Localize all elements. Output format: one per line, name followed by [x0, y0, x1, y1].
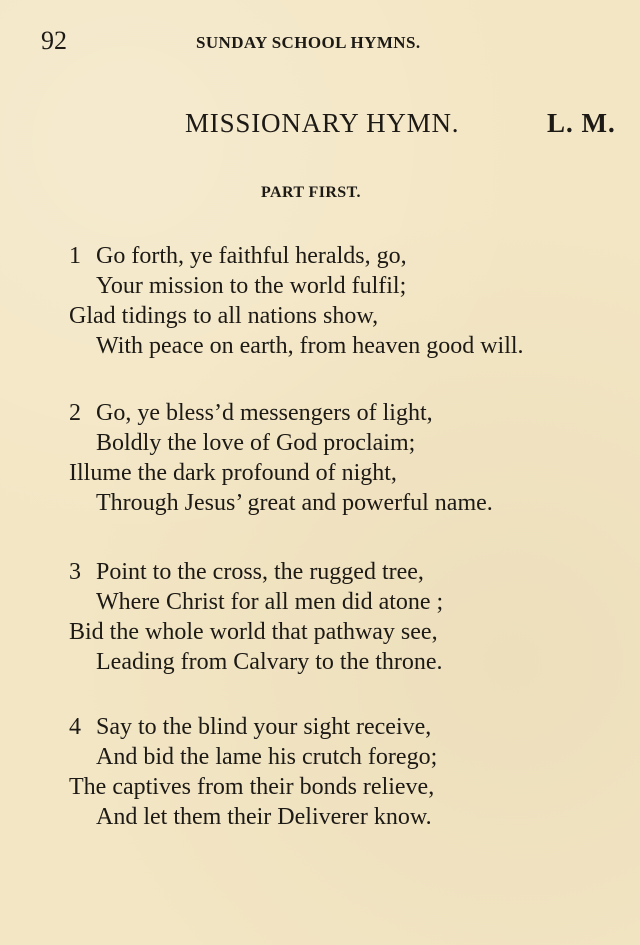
stanza-line-text: Go, ye bless’d messengers of light,	[96, 400, 433, 426]
stanza-4	[69, 712, 629, 832]
stanza-line: And let them their Deliverer know.	[96, 804, 432, 830]
stanza-line: Boldly the love of God proclaim;	[96, 430, 416, 456]
stanza-line: Illume the dark profound of night,	[69, 460, 397, 486]
stanza-line: The captives from their bonds relieve,	[69, 774, 435, 800]
stanza-line	[69, 712, 629, 742]
hymn-title: MISSIONARY HYMN.	[185, 108, 460, 138]
stanza-line: Where Christ for all men did atone ;	[96, 589, 444, 615]
stanza-number: 2	[69, 400, 81, 426]
stanza-line-text: Go forth, ye faithful heralds, go,	[96, 243, 407, 269]
stanza-line-text: Point to the cross, the rugged tree,	[96, 559, 424, 585]
stanza-line-text: Say to the blind your sight receive,	[96, 714, 432, 740]
stanza-line: And bid the lame his crutch forego;	[96, 744, 438, 770]
part-title: PART FIRST.	[261, 184, 361, 201]
stanza-2	[69, 398, 629, 518]
running-head: SUNDAY SCHOOL HYMNS.	[196, 33, 421, 52]
hymn-meter: L. M.	[547, 108, 616, 138]
stanza-line: Your mission to the world fulfil;	[96, 273, 407, 299]
stanza-number: 4	[69, 714, 81, 740]
stanza-line: Glad tidings to all nations show,	[69, 303, 379, 329]
stanza-number: 1	[69, 243, 81, 269]
stanza-line	[69, 241, 629, 271]
stanza-line: Leading from Calvary to the throne.	[96, 649, 443, 675]
stanza-1	[69, 241, 629, 361]
stanza-line: Through Jesus’ great and powerful name.	[96, 490, 493, 516]
stanza-line: Bid the whole world that pathway see,	[69, 619, 438, 645]
stanza-3	[69, 557, 629, 677]
stanza-line: With peace on earth, from heaven good will.	[96, 333, 524, 359]
stanza-line	[69, 398, 629, 428]
page-number: 92	[41, 26, 67, 55]
stanza-line	[69, 557, 629, 587]
stanza-number: 3	[69, 559, 81, 585]
